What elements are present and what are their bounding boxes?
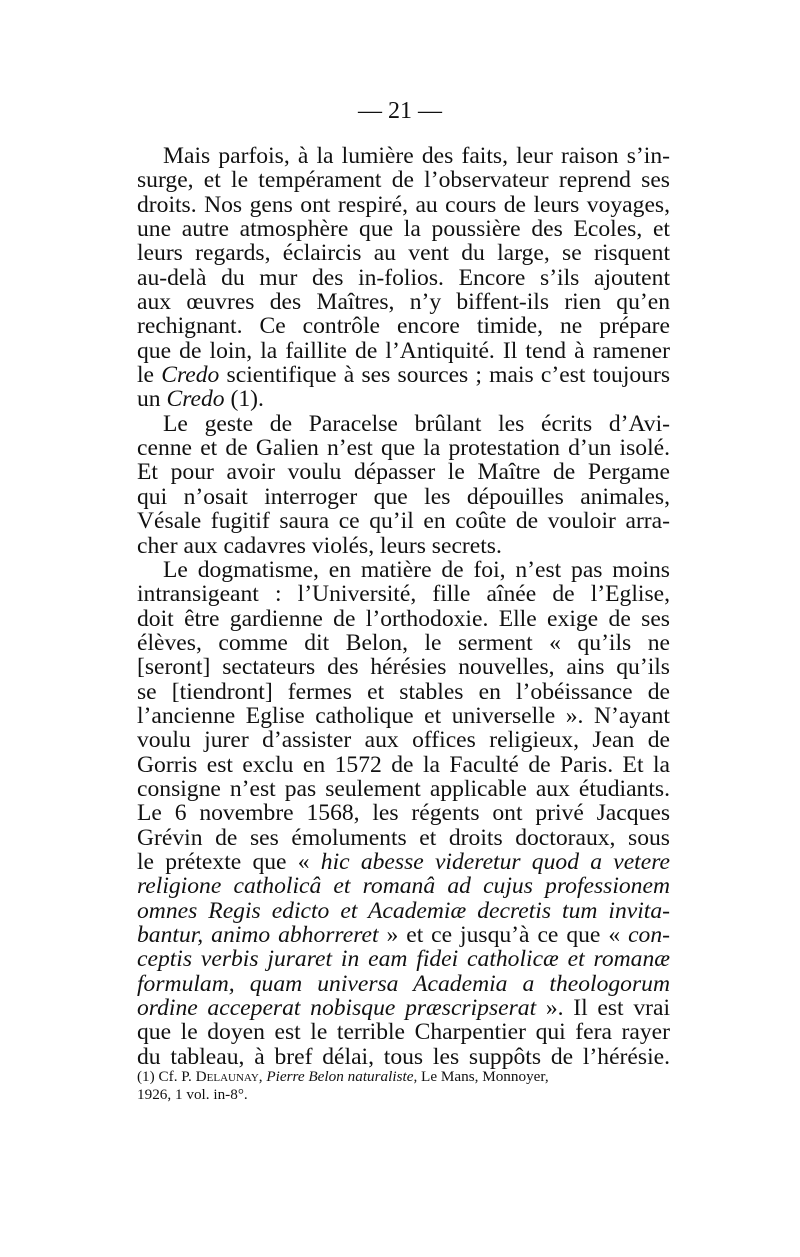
text-line: l’ancienne Eglise catholique et universelle ». N’ayant [137, 702, 670, 729]
footnote-line [137, 1068, 670, 1086]
italic-run: bantur, animo abhorreret [137, 922, 379, 948]
footnote-line: 1926, 1 vol. in-8°. [137, 1085, 248, 1103]
text-run: le [137, 362, 162, 389]
text-run: (1). [224, 386, 264, 413]
footnote-text: (1) Cf. P. [137, 1068, 196, 1085]
text-run: » et ce jusqu’à ce que « [378, 922, 629, 948]
text-line-mixed [137, 387, 670, 411]
text-line: au-delà du mur des in-folios. Encore s’ils ajoutent [137, 264, 670, 291]
text-line: Le geste de Paracelse brûlant les écrits d’Avi- [163, 410, 670, 437]
page-number: — 21 — [358, 98, 442, 124]
text-line: rechignant. Ce contrôle encore timide, ne prépare [137, 313, 670, 340]
text-line-italic: omnes Regis edicto et Academiæ decretis tum invita- [137, 897, 670, 924]
text-line-mixed [137, 363, 670, 387]
text-line: du tableau, à bref délai, tous les suppôts de l’hérésie. [137, 1043, 670, 1070]
text-line: Mais parfois, à la lumière des faits, leur raison s’in- [163, 143, 670, 169]
text-line-italic: religione catholicâ et romanâ ad cujus professionem [137, 873, 670, 900]
text-line: Vésale fugitif saura ce qu’il en coûte de vouloir arra- [137, 508, 670, 535]
text-line: doit être gardienne de l’orthodoxie. Elle exige de ses [137, 605, 670, 632]
italic-run: Credo [166, 386, 225, 413]
text-line: élèves, comme dit Belon, le serment « qu’ils ne [137, 629, 670, 656]
text-line: une autre atmosphère que la poussière des Ecoles, et [137, 216, 670, 243]
text-line: Et pour avoir voulu dépasser le Maître de Pergame [137, 459, 670, 486]
main-text [137, 144, 670, 1069]
footnote-title: Pierre Belon naturaliste [266, 1068, 414, 1085]
text-line: surge, et le tempérament de l’observateur reprend ses [137, 167, 670, 194]
text-line: intransigeant : l’Université, fille aînée de l’Eglise, [137, 581, 670, 608]
text-run: ». Il est vrai [536, 995, 670, 1022]
text-line-mixed [137, 923, 670, 947]
italic-run: hic abesse videretur quod a vetere [320, 848, 670, 875]
text-run: scientifique à ses sources ; mais c’est toujours [219, 362, 671, 389]
text-line: voulu jurer d’assister aux offices religieux, Jean de [137, 727, 670, 754]
text-line: qui n’osait interroger que les dépouilles animales, [137, 483, 670, 510]
text-line: que le doyen est le terrible Charpentier qui fera rayer [137, 1019, 670, 1046]
text-line: cher aux cadavres violés, leurs secrets. [137, 532, 502, 559]
text-run: le prétexte que « [137, 848, 321, 875]
text-line: aux œuvres des Maîtres, n’y biffent-ils rien qu’en [137, 289, 670, 316]
text-line: Gorris est exclu en 1572 de la Faculté de Paris. Et la [137, 751, 670, 778]
text-line: consigne n’est pas seulement applicable aux étudiants. [137, 775, 670, 802]
text-line: Le 6 novembre 1568, les régents ont privé Jacques [137, 800, 670, 827]
text-line-italic: formulam, quam universa Academia a theologorum [137, 970, 670, 997]
text-line-mixed [137, 996, 670, 1020]
footnote-text: , Le Mans, Monnoyer, [413, 1068, 549, 1085]
text-line: que de loin, la faillite de l’Antiquité. Il tend à ramener [137, 337, 670, 364]
footnote-text: , [258, 1068, 267, 1085]
text-line: Grévin de ses émoluments et droits doctoraux, sous [137, 824, 670, 851]
text-line-italic: ceptis verbis juraret in eam fidei catholicæ et romanæ [137, 946, 670, 973]
text-line: droits. Nos gens ont respiré, au cours de leurs voyages, [137, 191, 670, 218]
italic-run: con- [628, 922, 671, 948]
text-run: un [137, 386, 167, 413]
footnote [137, 1068, 670, 1103]
text-line: Le dogmatisme, en matière de foi, n’est pas moins [163, 556, 670, 583]
text-line-mixed [137, 850, 670, 874]
text-line: [seront] sectateurs des hérésies nouvelles, ains qu’ils [137, 654, 670, 681]
italic-run: Credo [161, 362, 220, 389]
text-line: cenne et de Galien n’est que la protestation d’un isolé. [137, 435, 670, 462]
italic-run: ordine acceperat nobisque præscripserat [137, 995, 537, 1022]
text-line: se [tiendront] fermes et stables en l’obéissance de [137, 678, 670, 705]
footnote-author: Delaunay [195, 1068, 259, 1085]
text-line: leurs regards, éclaircis au vent du large, se risquent [137, 240, 670, 267]
